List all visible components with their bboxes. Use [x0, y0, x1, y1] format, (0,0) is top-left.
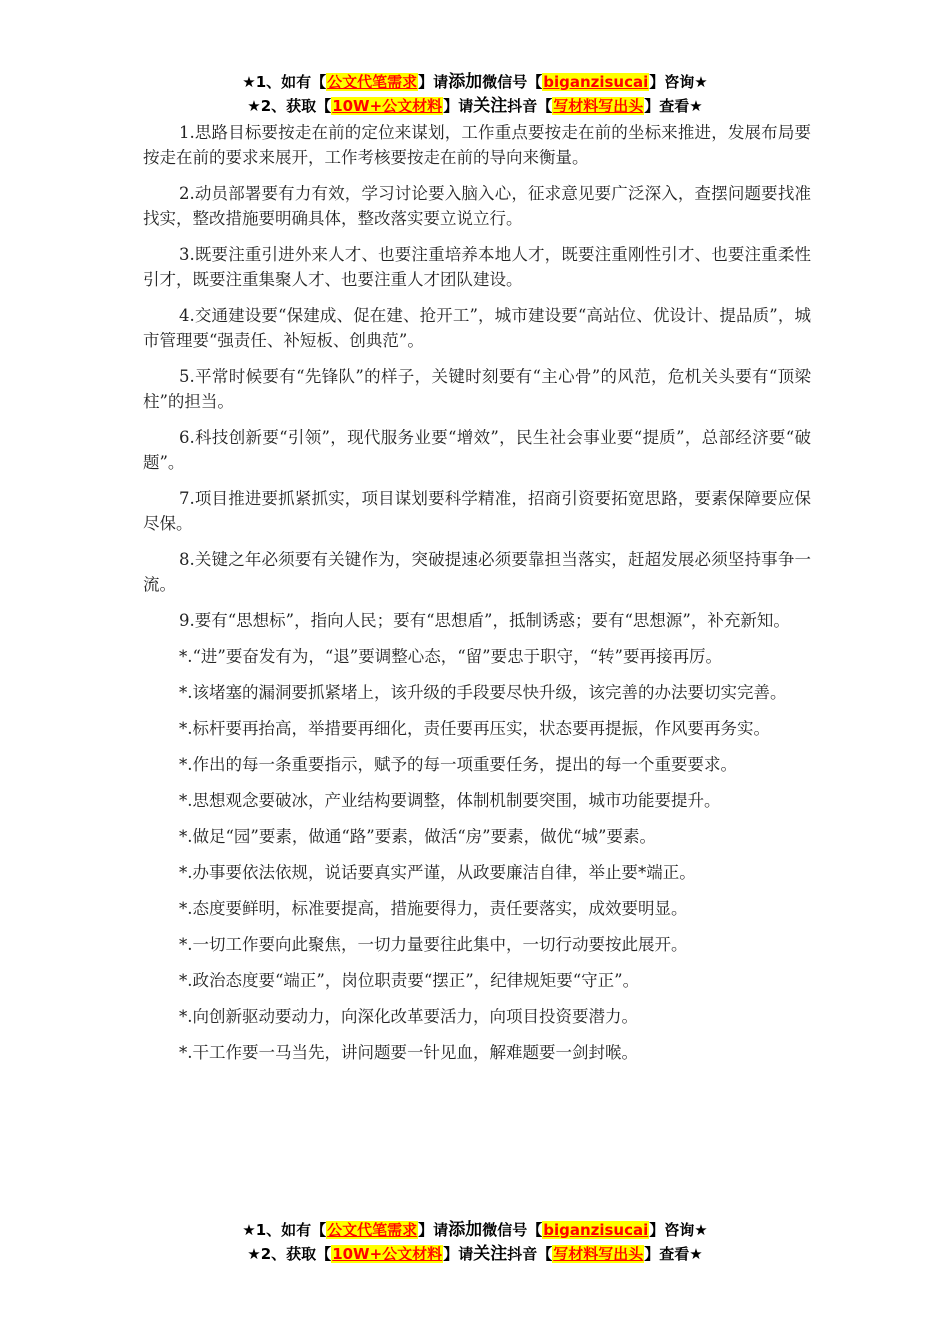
paragraph: *.政治态度要“端正”，岗位职责要“摆正”，纪律规矩要“守正”。 — [179, 971, 640, 990]
paragraph: 5.平常时候要有“先锋队”的样子，关键时刻要有“主心骨”的风范，危机关头要有“顶梁柱”的担当。 — [143, 367, 811, 411]
promo-line-1: ★1、如有【公文代笔需求】请添加微信号【biganzisucai】咨询★ — [242, 72, 708, 92]
paragraph: *.干工作要一马当先，讲问题要一针见血，解难题要一剑封喉。 — [179, 1043, 638, 1062]
paragraph: 6.科技创新要“引领”，现代服务业要“增效”，民生社会事业要“提质”，总部经济要“破题”。 — [143, 428, 811, 472]
douyin-id-highlight: 写材料写出头 — [553, 97, 644, 115]
promo-line-2: ★2、获取【10W+公文材料】请关注抖音【写材料写出头】查看★ — [247, 96, 703, 116]
promo-line-2: ★2、获取【10W+公文材料】请关注抖音【写材料写出头】查看★ — [247, 1244, 703, 1264]
paragraph: *.“进”要奋发有为，“退”要调整心态，“留”要忠于职守，“转”要再接再厉。 — [179, 647, 722, 666]
paragraph: 1.思路目标要按走在前的定位来谋划，工作重点要按走在前的坐标来推进，发展布局要按走在前的要求来展开，工作考核要按走在前的导向来衡量。 — [143, 123, 811, 167]
paragraph: 7.项目推进要抓紧抓实，项目谋划要科学精准，招商引资要拓宽思路，要素保障要应保尽保。 — [143, 489, 811, 533]
paragraph: *.作出的每一条重要指示，赋予的每一项重要任务，提出的每一个重要要求。 — [179, 755, 737, 774]
paragraph: 4.交通建设要“保建成、促在建、抢开工”，城市建设要“高站位、优设计、提品质”，城市管理要“强责任、补短板、创典范”。 — [143, 306, 811, 350]
paragraph: 3.既要注重引进外来人才、也要注重培养本地人才，既要注重刚性引才、也要注重柔性引才，既要注重集聚人才、也要注重人才团队建设。 — [143, 245, 811, 289]
promo-banner-bottom — [0, 1218, 950, 1266]
materials-highlight: 10W+公文材料 — [332, 1245, 443, 1263]
paragraph: *.思想观念要破冰，产业结构要调整，体制机制要突围，城市功能要提升。 — [179, 791, 721, 810]
service-highlight: 公文代笔需求 — [327, 73, 418, 91]
paragraph: 9.要有“思想标”，指向人民；要有“思想盾”，抵制诱惑；要有“思想源”，补充新知。 — [179, 611, 790, 630]
service-highlight: 公文代笔需求 — [327, 1221, 418, 1239]
paragraph: *.标杆要再抬高，举措要再细化，责任要再压实，状态要再提振，作风要再务实。 — [179, 719, 770, 738]
paragraph: *.向创新驱动要动力，向深化改革要活力，向项目投资要潜力。 — [179, 1007, 638, 1026]
paragraph: *.一切工作要向此聚焦，一切力量要往此集中，一切行动要按此展开。 — [179, 935, 688, 954]
paragraph: 2.动员部署要有力有效，学习讨论要入脑入心，征求意见要广泛深入，查摆问题要找准找实，整改措施要明确具体，整改落实要立说立行。 — [143, 184, 811, 228]
promo-banner-top — [0, 70, 950, 118]
paragraph: *.态度要鲜明，标准要提高，措施要得力，责任要落实，成效要明显。 — [179, 899, 688, 918]
paragraph: *.办事要依法依规，说话要真实严谨，从政要廉洁自律，举止要*端正。 — [179, 863, 696, 882]
douyin-id-highlight: 写材料写出头 — [553, 1245, 644, 1263]
promo-line-1: ★1、如有【公文代笔需求】请添加微信号【biganzisucai】咨询★ — [242, 1220, 708, 1240]
paragraph: *.做足“园”要素，做通“路”要素，做活“房”要素，做优“城”要素。 — [179, 827, 656, 846]
materials-highlight: 10W+公文材料 — [332, 97, 443, 115]
paragraph: 8.关键之年必须要有关键作为，突破提速必须要靠担当落实，赶超发展必须坚持事争一流。 — [143, 550, 811, 594]
wechat-id-highlight: biganzisucai — [543, 73, 649, 91]
document-body — [143, 120, 811, 1076]
wechat-id-highlight: biganzisucai — [543, 1221, 649, 1239]
paragraph: *.该堵塞的漏洞要抓紧堵上，该升级的手段要尽快升级，该完善的办法要切实完善。 — [179, 683, 787, 702]
